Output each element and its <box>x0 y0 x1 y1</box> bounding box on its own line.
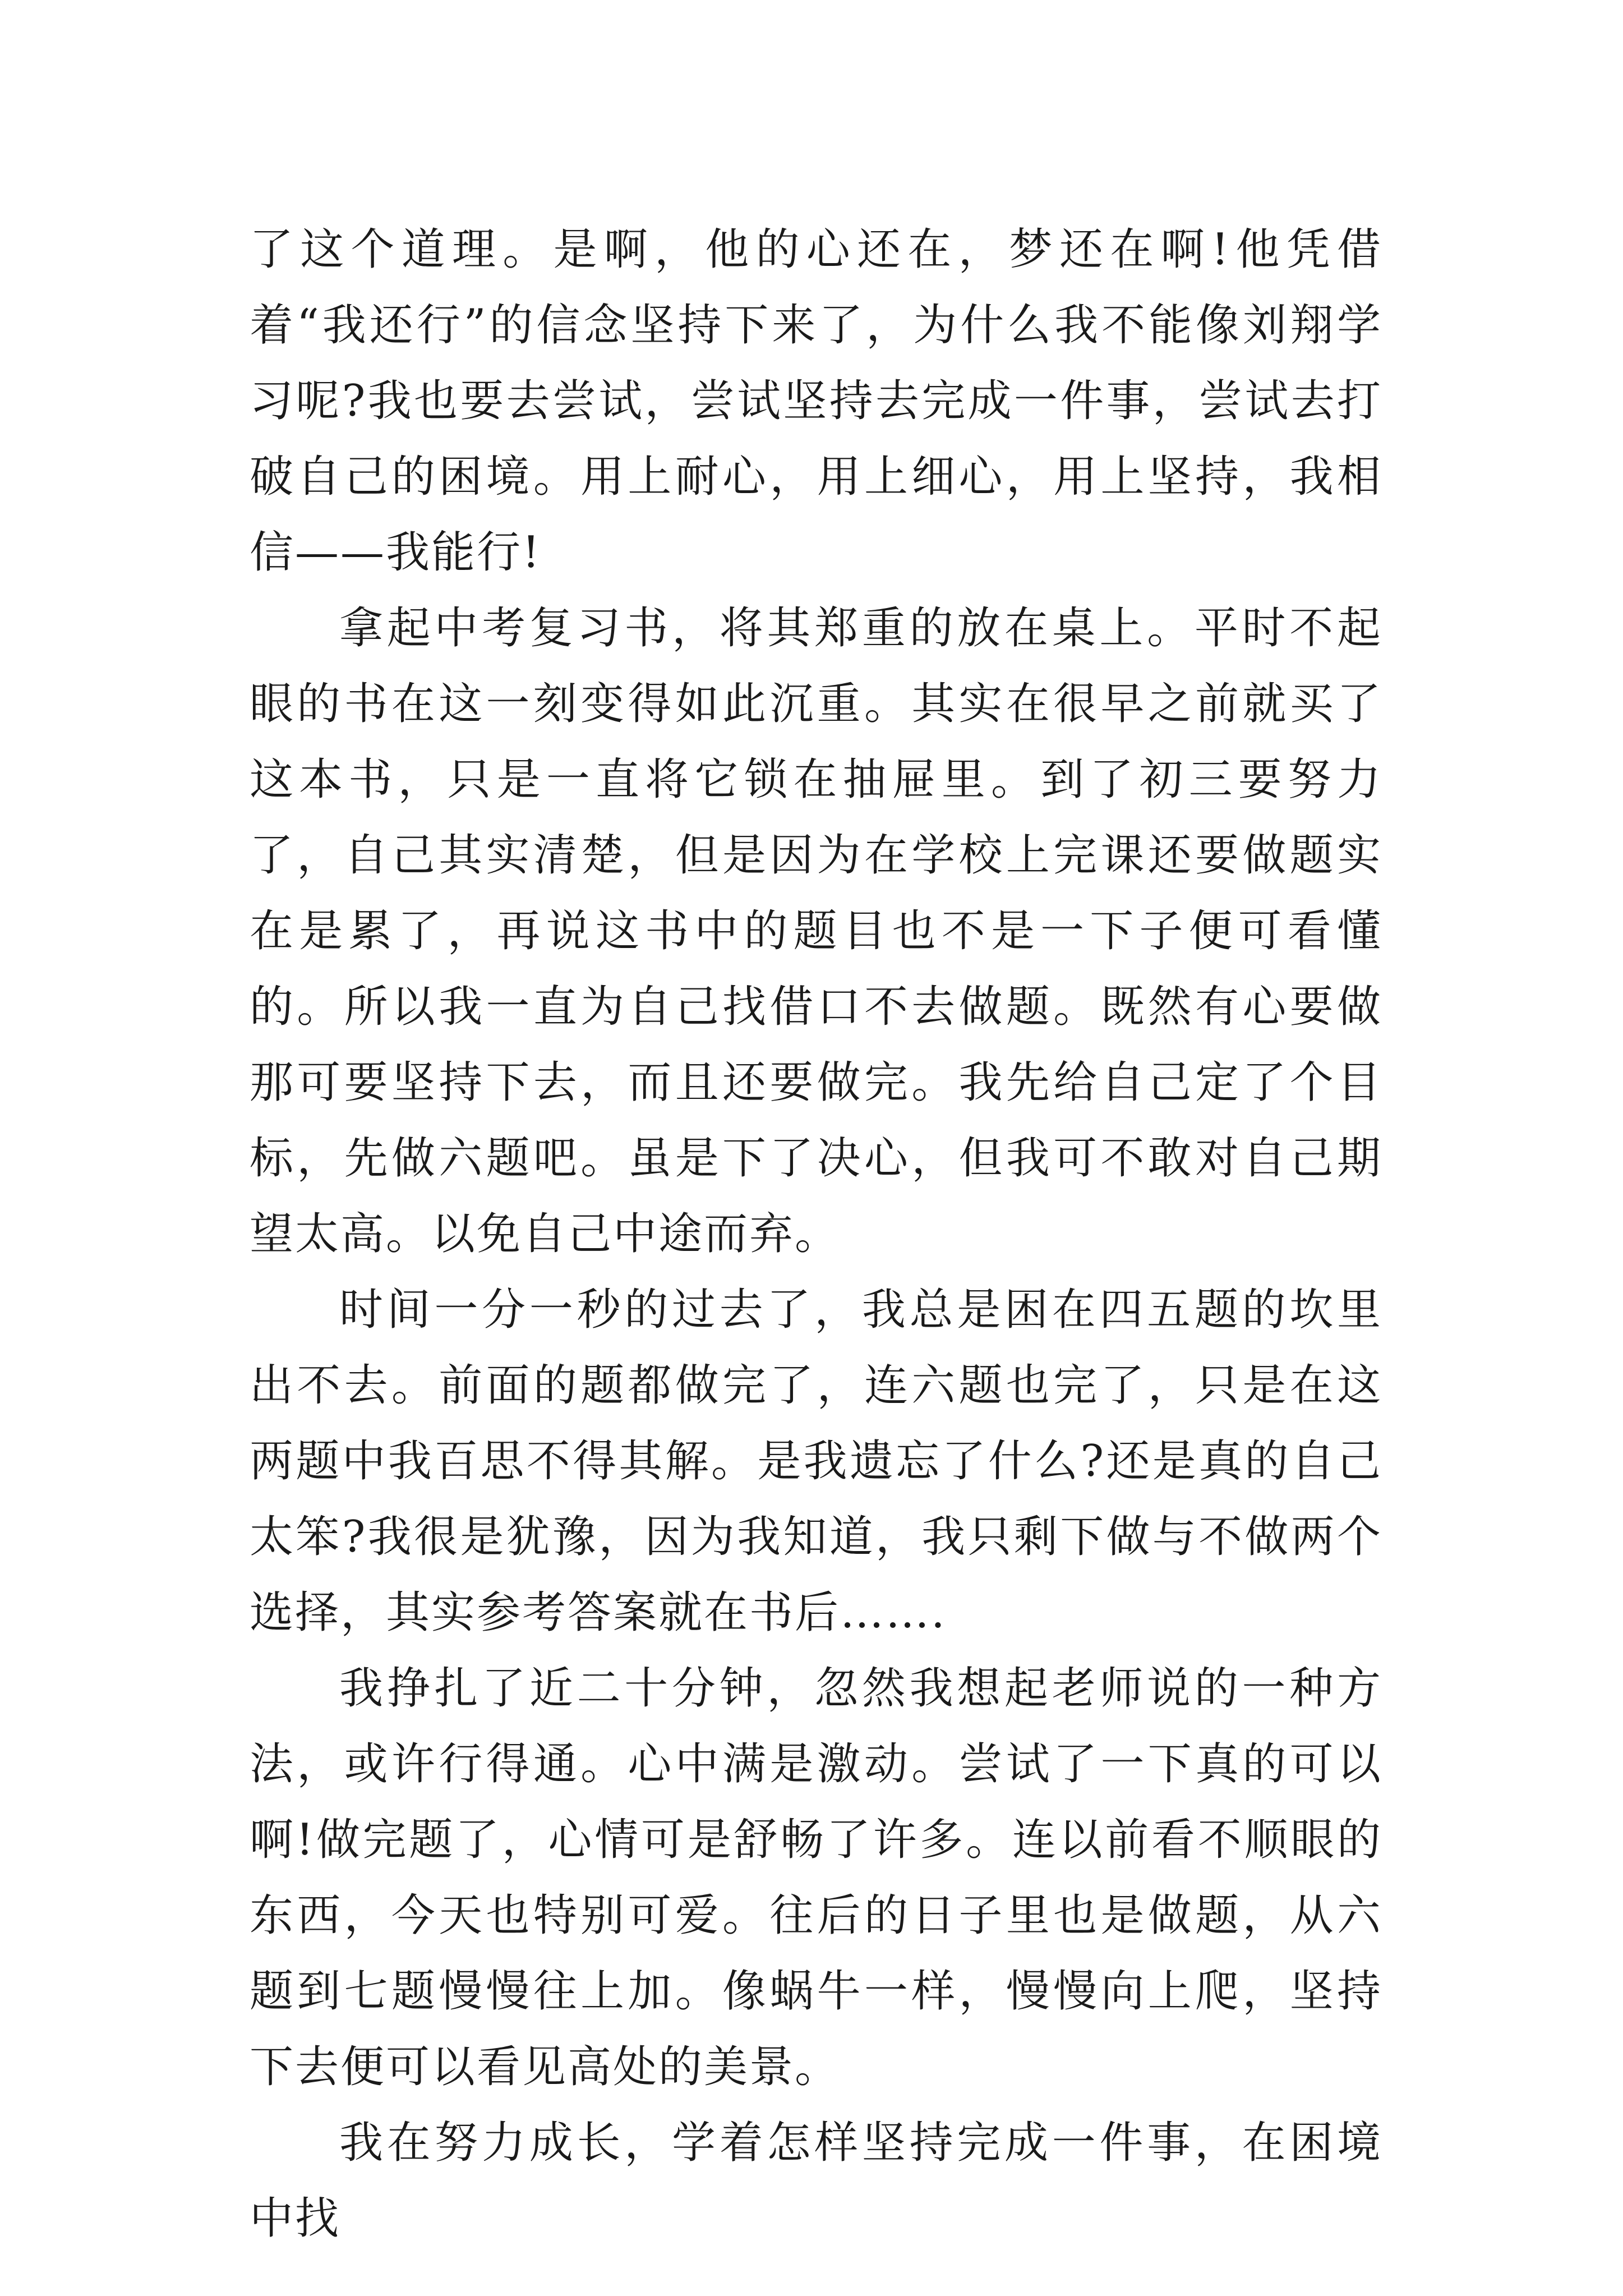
paragraph-4: 我挣扎了近二十分钟，忽然我想起老师说的一种方法，或许行得通。心中满是激动。尝试了一下真的可以啊!做完题了，心情可是舒畅了许多。连以前看不顺眼的东西，今天也特别可爱。往后的日子里也是做题，从六题到七题慢慢往上加。像蜗牛一样，慢慢向上爬，坚持下去便可以看见高处的美景。 <box>250 1663 1382 2092</box>
paragraph-5: 我在努力成长，学着怎样坚持完成一件事，在困境中找 <box>250 2118 1382 2244</box>
paragraph-2: 拿起中考复习书，将其郑重的放在桌上。平时不起眼的书在这一刻变得如此沉重。其实在很早之前就买了这本书，只是一直将它锁在抽屉里。到了初三要努力了，自己其实清楚，但是因为在学校上完课还要做题实在是累了，再说这书中的题目也不是一下子便可看懂的。所以我一直为自己找借口不去做题。既然有心要做那可要坚持下去，而且还要做完。我先给自己定了个目标，先做六题吧。虽是下了决心，但我可不敢对自己期望太高。以免自己中途而弃。 <box>250 603 1382 1259</box>
essay-body <box>250 212 1382 2257</box>
paragraph-3: 时间一分一秒的过去了，我总是困在四五题的坎里出不去。前面的题都做完了，连六题也完了，只是在这两题中我百思不得其解。是我遗忘了什么?还是真的自己太笨?我很是犹豫，因为我知道，我只剩下做与不做两个选择，其实参考答案就在书后……. <box>250 1285 1382 1638</box>
paragraph-1: 了这个道理。是啊，他的心还在，梦还在啊!他凭借着“我还行”的信念坚持下来了，为什么我不能像刘翔学习呢?我也要去尝试，尝试坚持去完成一件事，尝试去打破自己的困境。用上耐心，用上细心，用上坚持，我相信——我能行! <box>250 224 1382 578</box>
